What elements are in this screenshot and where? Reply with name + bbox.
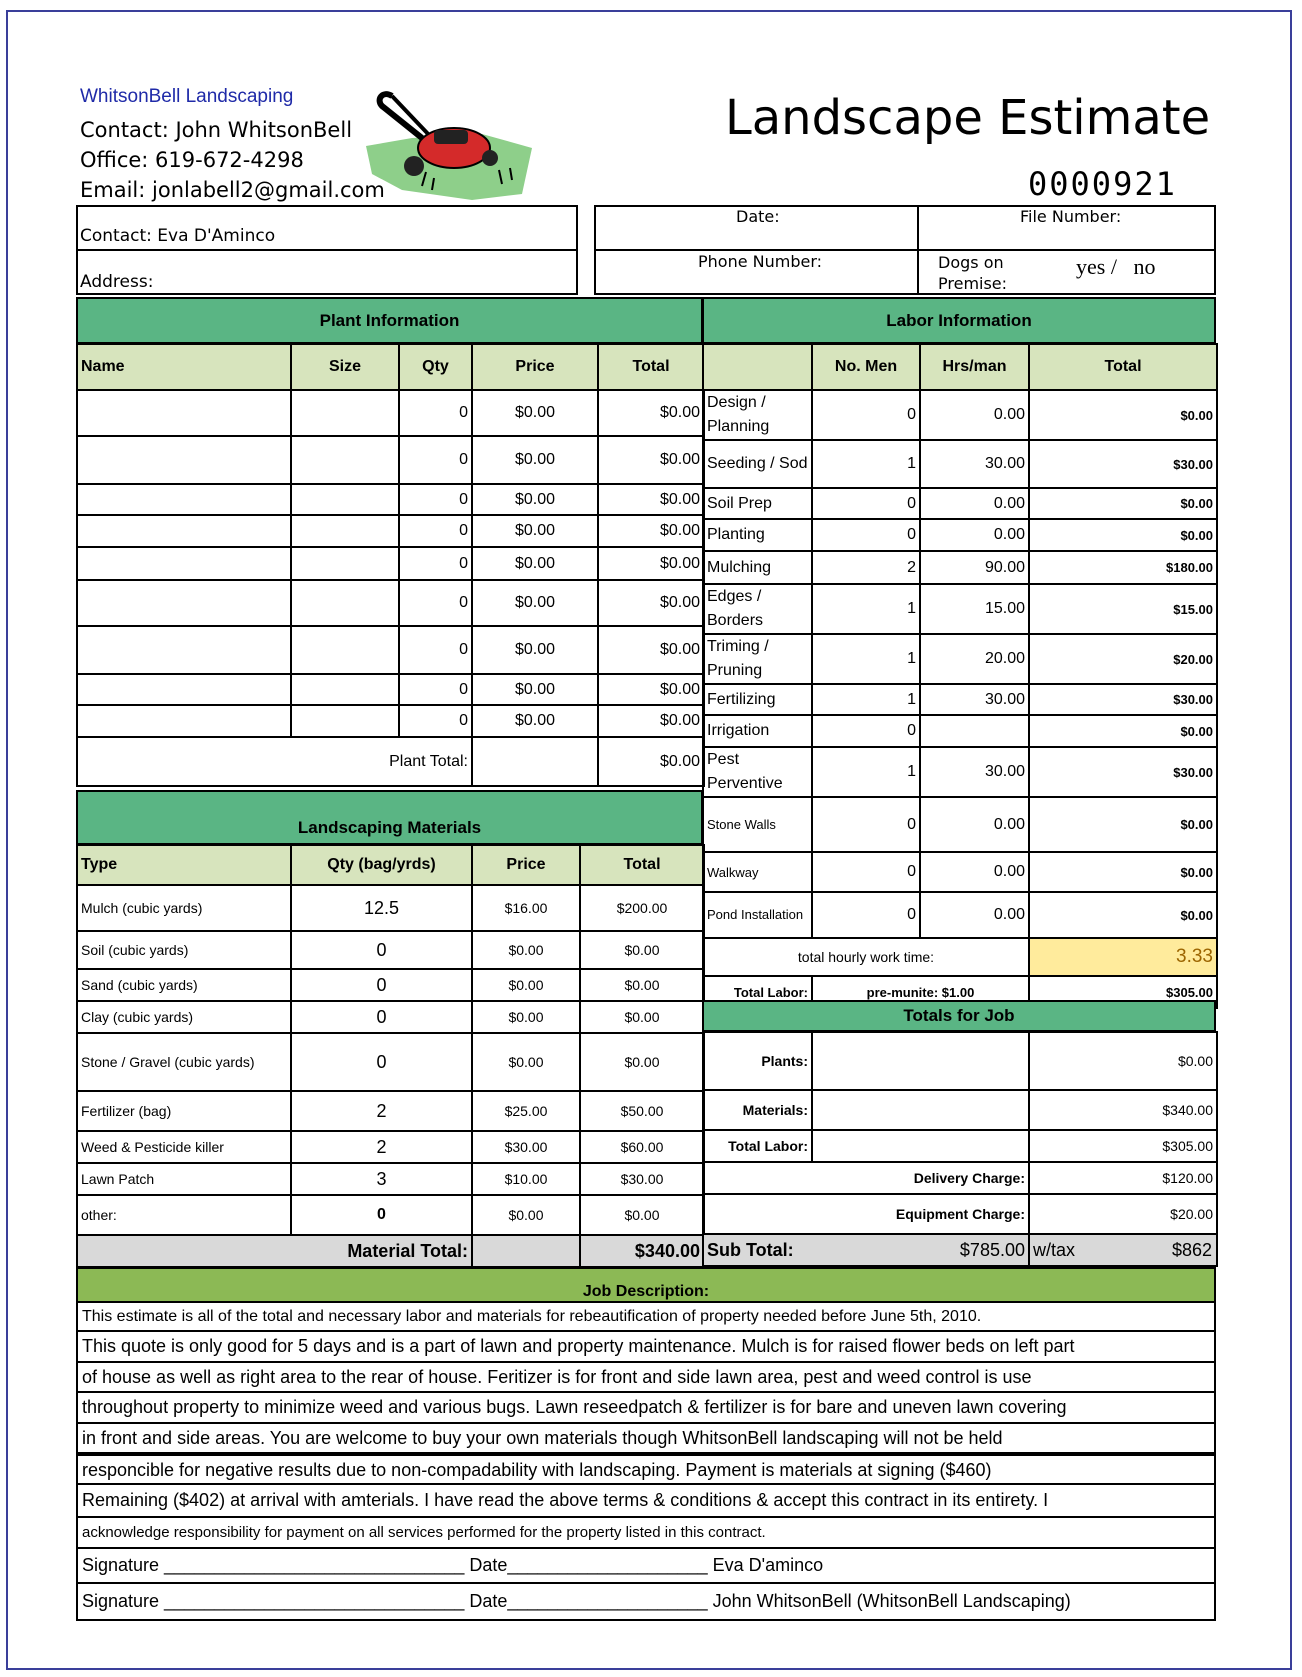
table-row: 0 $0.00 $0.00 (77, 580, 704, 626)
table-row: Stone / Gravel (cubic yards) 0 $0.00 $0.00 (77, 1033, 704, 1091)
materials-col-type: Type (77, 845, 291, 885)
labor-col-men: No. Men (812, 344, 920, 390)
totals-table: Plants: $0.00 Materials: $340.00 Total Labor: $305.00 Delivery Charge: $120.00 Equipment Charge: $20.00 Sub Total: $785.00 w/tax $862 (702, 1031, 1218, 1267)
signature-line-client[interactable]: Signature ______________________________ Date____________________ Eva D'aminco (76, 1549, 1216, 1584)
table-row: other: 0 $0.00 $0.00 (77, 1195, 704, 1235)
plant-table (76, 343, 705, 787)
signature-line-company[interactable]: Signature ______________________________ Date____________________ John WhitsonBell (WhitsonBell Landscaping) (76, 1584, 1216, 1621)
table-row: 0 $0.00 $0.00 (77, 626, 704, 674)
labor-col-total: Total (1029, 344, 1217, 390)
table-row: Pest Perventive 1 30.00 $30.00 (703, 747, 1217, 797)
table-row: 0 $0.00 $0.00 (77, 674, 704, 705)
company-contact: Contact: John WhitsonBell (80, 118, 353, 142)
plant-col-price: Price (472, 344, 598, 390)
labor-table (702, 343, 1218, 1009)
subtotal-value: $785.00 (812, 1234, 1029, 1266)
job-description-header: Job Description: (76, 1267, 1216, 1303)
lawn-mower-icon (362, 86, 540, 204)
material-total-value: $340.00 (580, 1235, 704, 1267)
table-row: Sand (cubic yards) 0 $0.00 $0.00 (77, 969, 704, 1001)
plant-col-size: Size (291, 344, 399, 390)
material-total-label: Material Total: (77, 1235, 472, 1267)
premunite-rate: pre-munite: $1.00 (812, 976, 1029, 1008)
total-labor-label: Total Labor: (703, 976, 812, 1008)
materials-col-price: Price (472, 845, 580, 885)
document-number: 0000921 (1028, 165, 1177, 203)
plant-total-label: Plant Total: (77, 737, 472, 786)
table-row: 0 $0.00 $0.00 (77, 436, 704, 484)
materials-col-qty: Qty (bag/yrds) (291, 845, 472, 885)
document-title: Landscape Estimate (725, 90, 1211, 146)
table-row: 0 $0.00 $0.00 (77, 484, 704, 515)
job-line-5: in front and side areas. You are welcome to buy your own materials though WhitsonBell landscaping will not be held (76, 1424, 1216, 1454)
phone-label: Phone Number: (698, 252, 823, 271)
table-row: 0 $0.00 $0.00 (77, 390, 704, 436)
job-line-1: This estimate is all of the total and necessary labor and materials for rebeautification of property needed before June 5th, 2010. (76, 1303, 1216, 1332)
table-row: Stone Walls 0 0.00 $0.00 (703, 797, 1217, 852)
plant-total-value: $0.00 (598, 737, 704, 786)
company-name: WhitsonBell Landscaping (80, 86, 294, 107)
tax-label: w/tax (1033, 1239, 1076, 1260)
table-row: Irrigation 0 $0.00 (703, 715, 1217, 747)
plant-col-total: Total (598, 344, 704, 390)
labor-col-hrs: Hrs/man (920, 344, 1029, 390)
job-line-7: Remaining ($402) at arrival with amterials. I have read the above terms & conditions & accept this contract in its entirety. I (76, 1485, 1216, 1518)
tax-value: $862 (1171, 1239, 1212, 1260)
totals-header: Totals for Job (702, 1000, 1216, 1032)
file-number-label: File Number: (1020, 207, 1122, 226)
company-email: Email: jonlabell2@gmail.com (80, 178, 385, 202)
table-row: 0 $0.00 $0.00 (77, 515, 704, 547)
plant-col-name: Name (77, 344, 291, 390)
table-row: 0 $0.00 $0.00 (77, 547, 704, 580)
job-line-6: responcible for negative results due to non-compadability with landscaping. Payment is materials at signing ($460) (76, 1454, 1216, 1485)
job-line-8: acknowledge responsibility for payment on all services performed for the property listed in this contract. (76, 1518, 1216, 1549)
hourly-work-label: total hourly work time: (703, 938, 1029, 976)
table-row: Clay (cubic yards) 0 $0.00 $0.00 (77, 1001, 704, 1033)
table-row: Mulching 2 90.00 $180.00 (703, 551, 1217, 584)
table-row: Walkway 0 0.00 $0.00 (703, 852, 1217, 892)
job-line-3: of house as well as right area to the rear of house. Feritizer is for front and side lawn area, pest and weed control is use (76, 1363, 1216, 1393)
table-row: Edges / Borders 1 15.00 $15.00 (703, 584, 1217, 634)
materials-table (76, 844, 705, 1268)
company-office: Office: 619-672-4298 (80, 148, 304, 172)
subtotal-label: Sub Total: (703, 1234, 812, 1266)
table-row: Fertilizing 1 30.00 $30.00 (703, 684, 1217, 715)
labor-info-header: Labor Information (702, 297, 1216, 344)
table-row: Design / Planning 0 0.00 $0.00 (703, 390, 1217, 440)
table-row: Soil Prep 0 0.00 $0.00 (703, 488, 1217, 519)
materials-col-total: Total (580, 845, 704, 885)
plant-col-qty: Qty (399, 344, 472, 390)
table-row: 0 $0.00 $0.00 (77, 705, 704, 737)
date-label: Date: (736, 207, 780, 226)
table-row: Weed & Pesticide killer 2 $30.00 $60.00 (77, 1131, 704, 1163)
table-row: Soil (cubic yards) 0 $0.00 $0.00 (77, 931, 704, 969)
table-row: Pond Installation 0 0.00 $0.00 (703, 892, 1217, 938)
client-address-label: Address: (80, 272, 154, 292)
table-row: Mulch (cubic yards) 12.5 $16.00 $200.00 (77, 885, 704, 931)
dogs-label: Dogs on Premise: (938, 253, 1008, 293)
materials-header: Landscaping Materials (76, 790, 703, 845)
table-row: Seeding / Sod 1 30.00 $30.00 (703, 440, 1217, 488)
table-row: Triming / Pruning 1 20.00 $20.00 (703, 634, 1217, 684)
table-row: Fertilizer (bag) 2 $25.00 $50.00 (77, 1091, 704, 1131)
dogs-options: yes / no (1076, 254, 1156, 279)
client-contact: Contact: Eva D'Aminco (80, 226, 276, 246)
hourly-work-value: 3.33 (1029, 938, 1217, 976)
job-line-2: This quote is only good for 5 days and is a part of lawn and property maintenance. Mulch is for raised flower beds on left part (76, 1332, 1216, 1363)
table-row: Lawn Patch 3 $10.00 $30.00 (77, 1163, 704, 1195)
table-row: Planting 0 0.00 $0.00 (703, 519, 1217, 551)
plant-info-header: Plant Information (76, 297, 703, 344)
total-labor-value: $305.00 (1029, 976, 1217, 1008)
job-line-4: throughout property to minimize weed and various bugs. Lawn reseedpatch & fertilizer is for bare and uneven lawn covering (76, 1393, 1216, 1424)
